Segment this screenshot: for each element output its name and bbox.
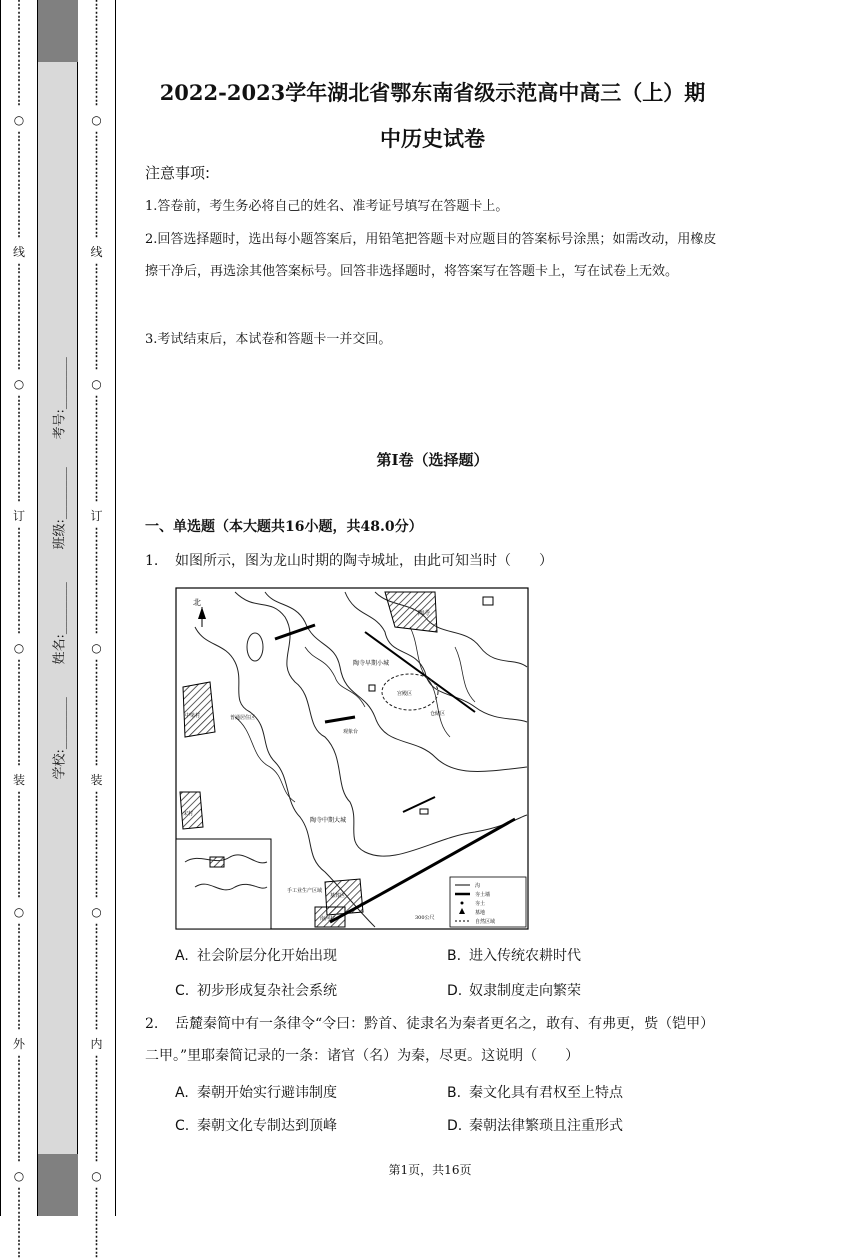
dot-mark: ⋮ [13, 670, 25, 683]
map-label-early-city: 陶寺早期小城 [353, 660, 390, 667]
q1-option-c[interactable] [175, 980, 337, 1000]
dot-mark: ⋮ [91, 1138, 102, 1151]
option-text: 进入传统农耕时代 [469, 948, 581, 964]
dot-mark: ⋮ [91, 34, 102, 47]
dot-mark: ⋮ [13, 874, 25, 887]
dot-mark: ⋮ [13, 1006, 25, 1019]
dot-mark: ⋮ [13, 130, 25, 143]
dot-mark: ⋮ [91, 1078, 102, 1091]
map-label-nanhe: 南河村 [320, 916, 336, 922]
dot-mark: ⋮ [91, 1210, 102, 1223]
dot-mark: ⋮ [91, 442, 102, 455]
dot-mark: ⋮ [13, 826, 25, 839]
dot-mark: ⋮ [91, 490, 102, 503]
dot-mark: ⋮ [13, 982, 25, 995]
dot-mark: ⋮ [13, 730, 25, 743]
legend-item-5: 自然区域 [475, 919, 496, 925]
dot-mark: ⋮ [13, 478, 25, 491]
dot-mark: ⋮ [91, 1150, 102, 1163]
dot-mark: ⋮ [91, 22, 102, 35]
dot-mark: ⋮ [13, 1186, 25, 1199]
dot-mark: ⋮ [13, 262, 25, 275]
map-label-cemetery: 墓葬区 [330, 893, 346, 899]
dot-mark: ⋮ [13, 358, 25, 371]
dot-mark: ⋮ [13, 1210, 25, 1223]
dot-mark: ⋮ [13, 1054, 25, 1067]
dot-mark: ⋮ [91, 1006, 102, 1019]
dot-mark: ⋮ [13, 586, 25, 599]
dot-mark: ⋮ [91, 298, 102, 311]
dot-mark: ⋮ [13, 82, 25, 95]
option-text: 初步形成复杂社会系统 [197, 983, 337, 999]
dot-mark: ⋮ [13, 22, 25, 35]
dot-mark: ⋮ [91, 1102, 102, 1115]
dot-mark: ⋮ [13, 562, 25, 575]
map-label-north: 北 [193, 598, 201, 607]
question-stem: 岳麓秦简中有一条律令“令曰：黔首、徒隶名为秦者更名之，敢有、有弗更，赀（铠甲）二甲。”里耶秦简记录的一条：诸官（名）为秦，尽更。这说明（ ） [145, 1016, 715, 1064]
dot-mark: ⋮ [13, 1066, 25, 1079]
dot-mark: ⋮ [91, 1066, 102, 1079]
dot-mark: ⋮ [91, 574, 102, 587]
dot-mark: ⋮ [91, 862, 102, 875]
dot-mark: ⋮ [91, 1114, 102, 1127]
dot-mark: ⋮ [13, 214, 25, 227]
dot-mark: ⋮ [91, 706, 102, 719]
dot-mark: ⋮ [13, 622, 25, 635]
q1-option-a[interactable] [175, 945, 337, 965]
dot-mark: ⋮ [13, 922, 25, 935]
option-text: 秦朝开始实行避讳制度 [197, 1085, 337, 1101]
dot-mark: ⋮ [13, 1102, 25, 1115]
option-label: B. [447, 1085, 462, 1101]
dot-mark: ⋮ [91, 58, 102, 71]
dot-mark: ⋮ [13, 286, 25, 299]
dot-mark: ⋮ [13, 862, 25, 875]
dot-mark: ⋮ [91, 958, 102, 971]
binding-mark: ○ [91, 113, 102, 127]
q2-option-d[interactable] [447, 1115, 623, 1135]
dot-mark: ⋮ [13, 1150, 25, 1163]
dot-mark: ⋮ [13, 946, 25, 959]
binding-mark: 线 [12, 245, 25, 259]
dot-mark: ⋮ [13, 1018, 25, 1031]
dot-mark: ⋮ [13, 994, 25, 1007]
dot-mark: ⋮ [91, 874, 102, 887]
dot-mark: ⋮ [91, 550, 102, 563]
binding-margin-outer [0, 0, 38, 1259]
binding-mark: ○ [13, 905, 25, 919]
section-title: 第I卷（选择题） [376, 451, 489, 469]
dot-mark: ⋮ [91, 130, 102, 143]
dot-mark: ⋮ [91, 658, 102, 671]
note-2: 2.回答选择题时，选出每小题答案后，用铅笔把答题卡对应题目的答案标号涂黑；如需改动，用橡皮擦干净后，再选涂其他答案标号。回答非选择题时，将答案写在答题卡上，写在试卷上无效。 [145, 232, 717, 279]
map-label-residential: 普通居住区 [230, 715, 256, 721]
dot-mark: ⋮ [13, 802, 25, 815]
binding-mark: 内 [90, 1037, 103, 1051]
binding-mark: ○ [13, 113, 25, 127]
dot-mark: ⋮ [13, 310, 25, 323]
cut-line-inner [78, 0, 115, 1260]
dot-mark: ⋮ [91, 1186, 102, 1199]
dot-mark: ⋮ [13, 34, 25, 47]
dot-mark: ⋮ [13, 1114, 25, 1127]
dot-mark: ⋮ [13, 706, 25, 719]
q1-option-d[interactable] [447, 980, 581, 1000]
binding-mark: ○ [91, 377, 102, 391]
dot-mark: ⋮ [91, 718, 102, 731]
dot-mark: ⋮ [13, 334, 25, 347]
dot-mark: ⋮ [13, 814, 25, 827]
dot-mark: ⋮ [91, 970, 102, 983]
map-label-zhongliang: 中梁村 [185, 713, 201, 719]
option-text: 秦朝法律繁琐且注重形式 [469, 1118, 623, 1134]
dot-mark: ⋮ [91, 1222, 102, 1235]
dot-mark: ⋮ [13, 46, 25, 59]
dot-mark: ⋮ [91, 334, 102, 347]
dot-mark: ⋮ [13, 190, 25, 203]
dot-mark: ⋮ [91, 286, 102, 299]
dot-mark: ⋮ [13, 418, 25, 431]
dot-mark: ⋮ [91, 982, 102, 995]
legend-item-4: 墓地 [475, 910, 486, 916]
dot-mark: ⋮ [13, 406, 25, 419]
option-label: A. [175, 948, 189, 964]
dot-mark: ⋮ [13, 1246, 25, 1259]
option-text: 秦朝文化专制达到顶峰 [197, 1118, 337, 1134]
binding-mark: ○ [13, 641, 25, 655]
option-label: C. [175, 983, 190, 999]
dot-mark: ⋮ [91, 526, 102, 539]
dot-mark: ⋮ [91, 802, 102, 815]
dot-mark: ⋮ [13, 838, 25, 851]
dot-mark: ⋮ [13, 1222, 25, 1235]
dot-mark: ⋮ [91, 586, 102, 599]
dot-mark: ⋮ [13, 958, 25, 971]
dot-mark: ⋮ [91, 562, 102, 575]
legend-item-2: 夯土墙 [475, 892, 491, 898]
binding-mark: 装 [90, 773, 103, 787]
dot-mark: ⋮ [91, 346, 102, 359]
option-text: 秦文化具有君权至上特点 [469, 1085, 623, 1101]
dot-mark: ⋮ [91, 1018, 102, 1031]
question-stem: 如图所示，图为龙山时期的陶寺城址，由此可知当时（ ） [175, 553, 553, 569]
binding-mark: ○ [91, 905, 102, 919]
dot-mark: ⋮ [13, 70, 25, 83]
dot-mark: ⋮ [13, 658, 25, 671]
binding-mark: 装 [12, 773, 25, 787]
binding-mark: ○ [13, 1169, 25, 1183]
school-field: 学校:________ [52, 697, 68, 780]
dot-mark: ⋮ [13, 298, 25, 311]
question-number: 1. [145, 553, 159, 569]
dot-mark: ⋮ [13, 58, 25, 71]
dot-mark: ⋮ [13, 1090, 25, 1103]
dot-mark: ⋮ [91, 682, 102, 695]
dot-mark: ⋮ [91, 454, 102, 467]
dot-mark: ⋮ [91, 934, 102, 947]
dot-mark: ⋮ [91, 82, 102, 95]
dot-mark: ⋮ [13, 94, 25, 107]
part-title: 一、单选题（本大题共16小题，共48.0分） [145, 519, 423, 535]
map-label-craft: 手工业生产区域 [287, 888, 323, 894]
dot-mark: ⋮ [91, 190, 102, 203]
q2-option-b[interactable] [447, 1082, 623, 1102]
dot-mark: ⋮ [91, 730, 102, 743]
map-scale: 300公尺 [415, 915, 435, 921]
binding-mark: ○ [91, 641, 102, 655]
dot-mark: ⋮ [13, 718, 25, 731]
dot-mark: ⋮ [13, 682, 25, 695]
dot-mark: ⋮ [91, 430, 102, 443]
dot-mark: ⋮ [13, 850, 25, 863]
map-label-taosi: 陶寺 [418, 610, 431, 617]
binding-mark: 线 [90, 245, 103, 259]
dot-mark: ⋮ [91, 394, 102, 407]
dot-mark: ⋮ [91, 838, 102, 851]
exam-title-line2: 中历史试卷 [380, 126, 485, 151]
option-text: 奴隶制度走向繁荣 [469, 983, 581, 999]
student-fields [38, 357, 78, 830]
dot-mark: ⋮ [91, 826, 102, 839]
dot-mark: ⋮ [13, 598, 25, 611]
dot-mark: ⋮ [91, 694, 102, 707]
dot-mark: ⋮ [91, 166, 102, 179]
class-field: 班级:________ [52, 467, 68, 550]
cut-line-outer [1, 0, 37, 1260]
dot-mark: ⋮ [13, 886, 25, 899]
dot-mark: ⋮ [91, 670, 102, 683]
dot-mark: ⋮ [13, 610, 25, 623]
question-1 [145, 545, 720, 577]
map-label-storage: 仓储区 [430, 711, 446, 717]
option-text: 社会阶层分化开始出现 [197, 948, 337, 964]
dot-mark: ⋮ [91, 946, 102, 959]
map-label-mid-city: 陶寺中期大城 [310, 817, 347, 824]
strip-cap-top [38, 0, 78, 62]
dot-mark: ⋮ [13, 322, 25, 335]
dot-mark: ⋮ [91, 154, 102, 167]
dot-mark: ⋮ [91, 406, 102, 419]
dot-mark: ⋮ [91, 322, 102, 335]
dot-mark: ⋮ [13, 10, 25, 23]
dot-mark: ⋮ [13, 1138, 25, 1151]
dot-mark: ⋮ [13, 1078, 25, 1091]
exam-title-line1: 2022-2023学年湖北省鄂东南省级示范高中高三（上）期 [159, 80, 706, 105]
dot-mark: ⋮ [91, 1234, 102, 1247]
dot-mark: ⋮ [91, 1126, 102, 1139]
taosi-site-map [175, 587, 529, 930]
option-label: B. [447, 948, 462, 964]
dot-mark: ⋮ [91, 538, 102, 551]
dot-mark: ⋮ [13, 694, 25, 707]
dot-mark: ⋮ [91, 418, 102, 431]
dot-mark: ⋮ [91, 0, 102, 11]
q2-option-c[interactable] [175, 1115, 337, 1135]
notes-title: 注意事项: [145, 164, 211, 182]
dot-mark: ⋮ [91, 94, 102, 107]
dot-mark: ⋮ [91, 466, 102, 479]
dot-mark: ⋮ [13, 490, 25, 503]
dot-mark: ⋮ [91, 610, 102, 623]
dot-mark: ⋮ [91, 850, 102, 863]
binding-mark: ○ [91, 1169, 102, 1183]
dot-mark: ⋮ [91, 814, 102, 827]
dot-mark: ⋮ [91, 46, 102, 59]
dot-mark: ⋮ [13, 178, 25, 191]
dot-mark: ⋮ [91, 886, 102, 899]
dot-mark: ⋮ [13, 1234, 25, 1247]
dot-mark: ⋮ [91, 262, 102, 275]
dot-mark: ⋮ [13, 442, 25, 455]
dot-mark: ⋮ [13, 934, 25, 947]
note-3: 3.考试结束后，本试卷和答题卡一并交回。 [145, 332, 392, 347]
option-label: C. [175, 1118, 190, 1134]
dot-mark: ⋮ [91, 1090, 102, 1103]
binding-mark: 订 [12, 509, 25, 523]
dot-mark: ⋮ [91, 598, 102, 611]
note-1: 1.答卷前，考生务必将自己的姓名、准考证号填写在答题卡上。 [145, 199, 509, 214]
question-2 [145, 1008, 720, 1072]
dot-mark: ⋮ [13, 0, 25, 11]
dot-mark: ⋮ [13, 574, 25, 587]
dot-mark: ⋮ [91, 226, 102, 239]
question-number: 2. [145, 1016, 159, 1032]
dot-mark: ⋮ [13, 466, 25, 479]
binding-mark: 外 [12, 1037, 25, 1051]
dot-mark: ⋮ [13, 1198, 25, 1211]
dot-mark: ⋮ [91, 274, 102, 287]
q1-option-b[interactable] [447, 945, 581, 965]
dot-mark: ⋮ [91, 994, 102, 1007]
dot-mark: ⋮ [91, 1246, 102, 1259]
dot-mark: ⋮ [13, 274, 25, 287]
dot-mark: ⋮ [13, 1126, 25, 1139]
exam-number-field: 考号:________ [52, 357, 68, 440]
dot-mark: ⋮ [13, 346, 25, 359]
dot-mark: ⋮ [13, 394, 25, 407]
dot-mark: ⋮ [13, 142, 25, 155]
binding-mark: 订 [90, 509, 103, 523]
dot-mark: ⋮ [13, 970, 25, 983]
q2-option-a[interactable] [175, 1082, 337, 1102]
dot-mark: ⋮ [91, 358, 102, 371]
name-field: 姓名:________ [52, 582, 68, 665]
dot-mark: ⋮ [13, 202, 25, 215]
dot-mark: ⋮ [13, 550, 25, 563]
binding-margin-inner [78, 0, 116, 1259]
dot-mark: ⋮ [91, 142, 102, 155]
dot-mark: ⋮ [13, 742, 25, 755]
dot-mark: ⋮ [13, 454, 25, 467]
student-info-strip [38, 0, 78, 1216]
page-footer: 第1页，共16页 [388, 1163, 472, 1177]
dot-mark: ⋮ [91, 1054, 102, 1067]
option-label: A. [175, 1085, 189, 1101]
map-label-songcun: 宋村 [183, 811, 194, 817]
dot-mark: ⋮ [91, 1198, 102, 1211]
dot-mark: ⋮ [13, 790, 25, 803]
legend-item-1: 沟 [475, 883, 481, 889]
dot-mark: ⋮ [13, 526, 25, 539]
dot-mark: ⋮ [13, 154, 25, 167]
dot-mark: ⋮ [91, 742, 102, 755]
dot-mark: ⋮ [13, 226, 25, 239]
dot-mark: ⋮ [13, 754, 25, 767]
exam-title [145, 70, 720, 162]
dot-mark: ⋮ [91, 622, 102, 635]
dot-mark: ⋮ [91, 214, 102, 227]
dot-mark: ⋮ [91, 922, 102, 935]
dot-mark: ⋮ [91, 478, 102, 491]
map-label-observatory: 观象台 [343, 729, 359, 735]
dot-mark: ⋮ [91, 10, 102, 23]
dot-mark: ⋮ [91, 202, 102, 215]
dot-mark: ⋮ [91, 790, 102, 803]
dot-mark: ⋮ [91, 754, 102, 767]
map-label-palace: 宫殿区 [397, 691, 413, 697]
dot-mark: ⋮ [91, 178, 102, 191]
dot-mark: ⋮ [13, 166, 25, 179]
dot-mark: ⋮ [91, 310, 102, 323]
dot-mark: ⋮ [13, 430, 25, 443]
dot-mark: ⋮ [91, 70, 102, 83]
option-label: D. [447, 983, 463, 999]
binding-mark: ○ [13, 377, 25, 391]
dot-mark: ⋮ [13, 538, 25, 551]
option-label: D. [447, 1118, 463, 1134]
legend-item-3: 夯土 [475, 901, 486, 907]
